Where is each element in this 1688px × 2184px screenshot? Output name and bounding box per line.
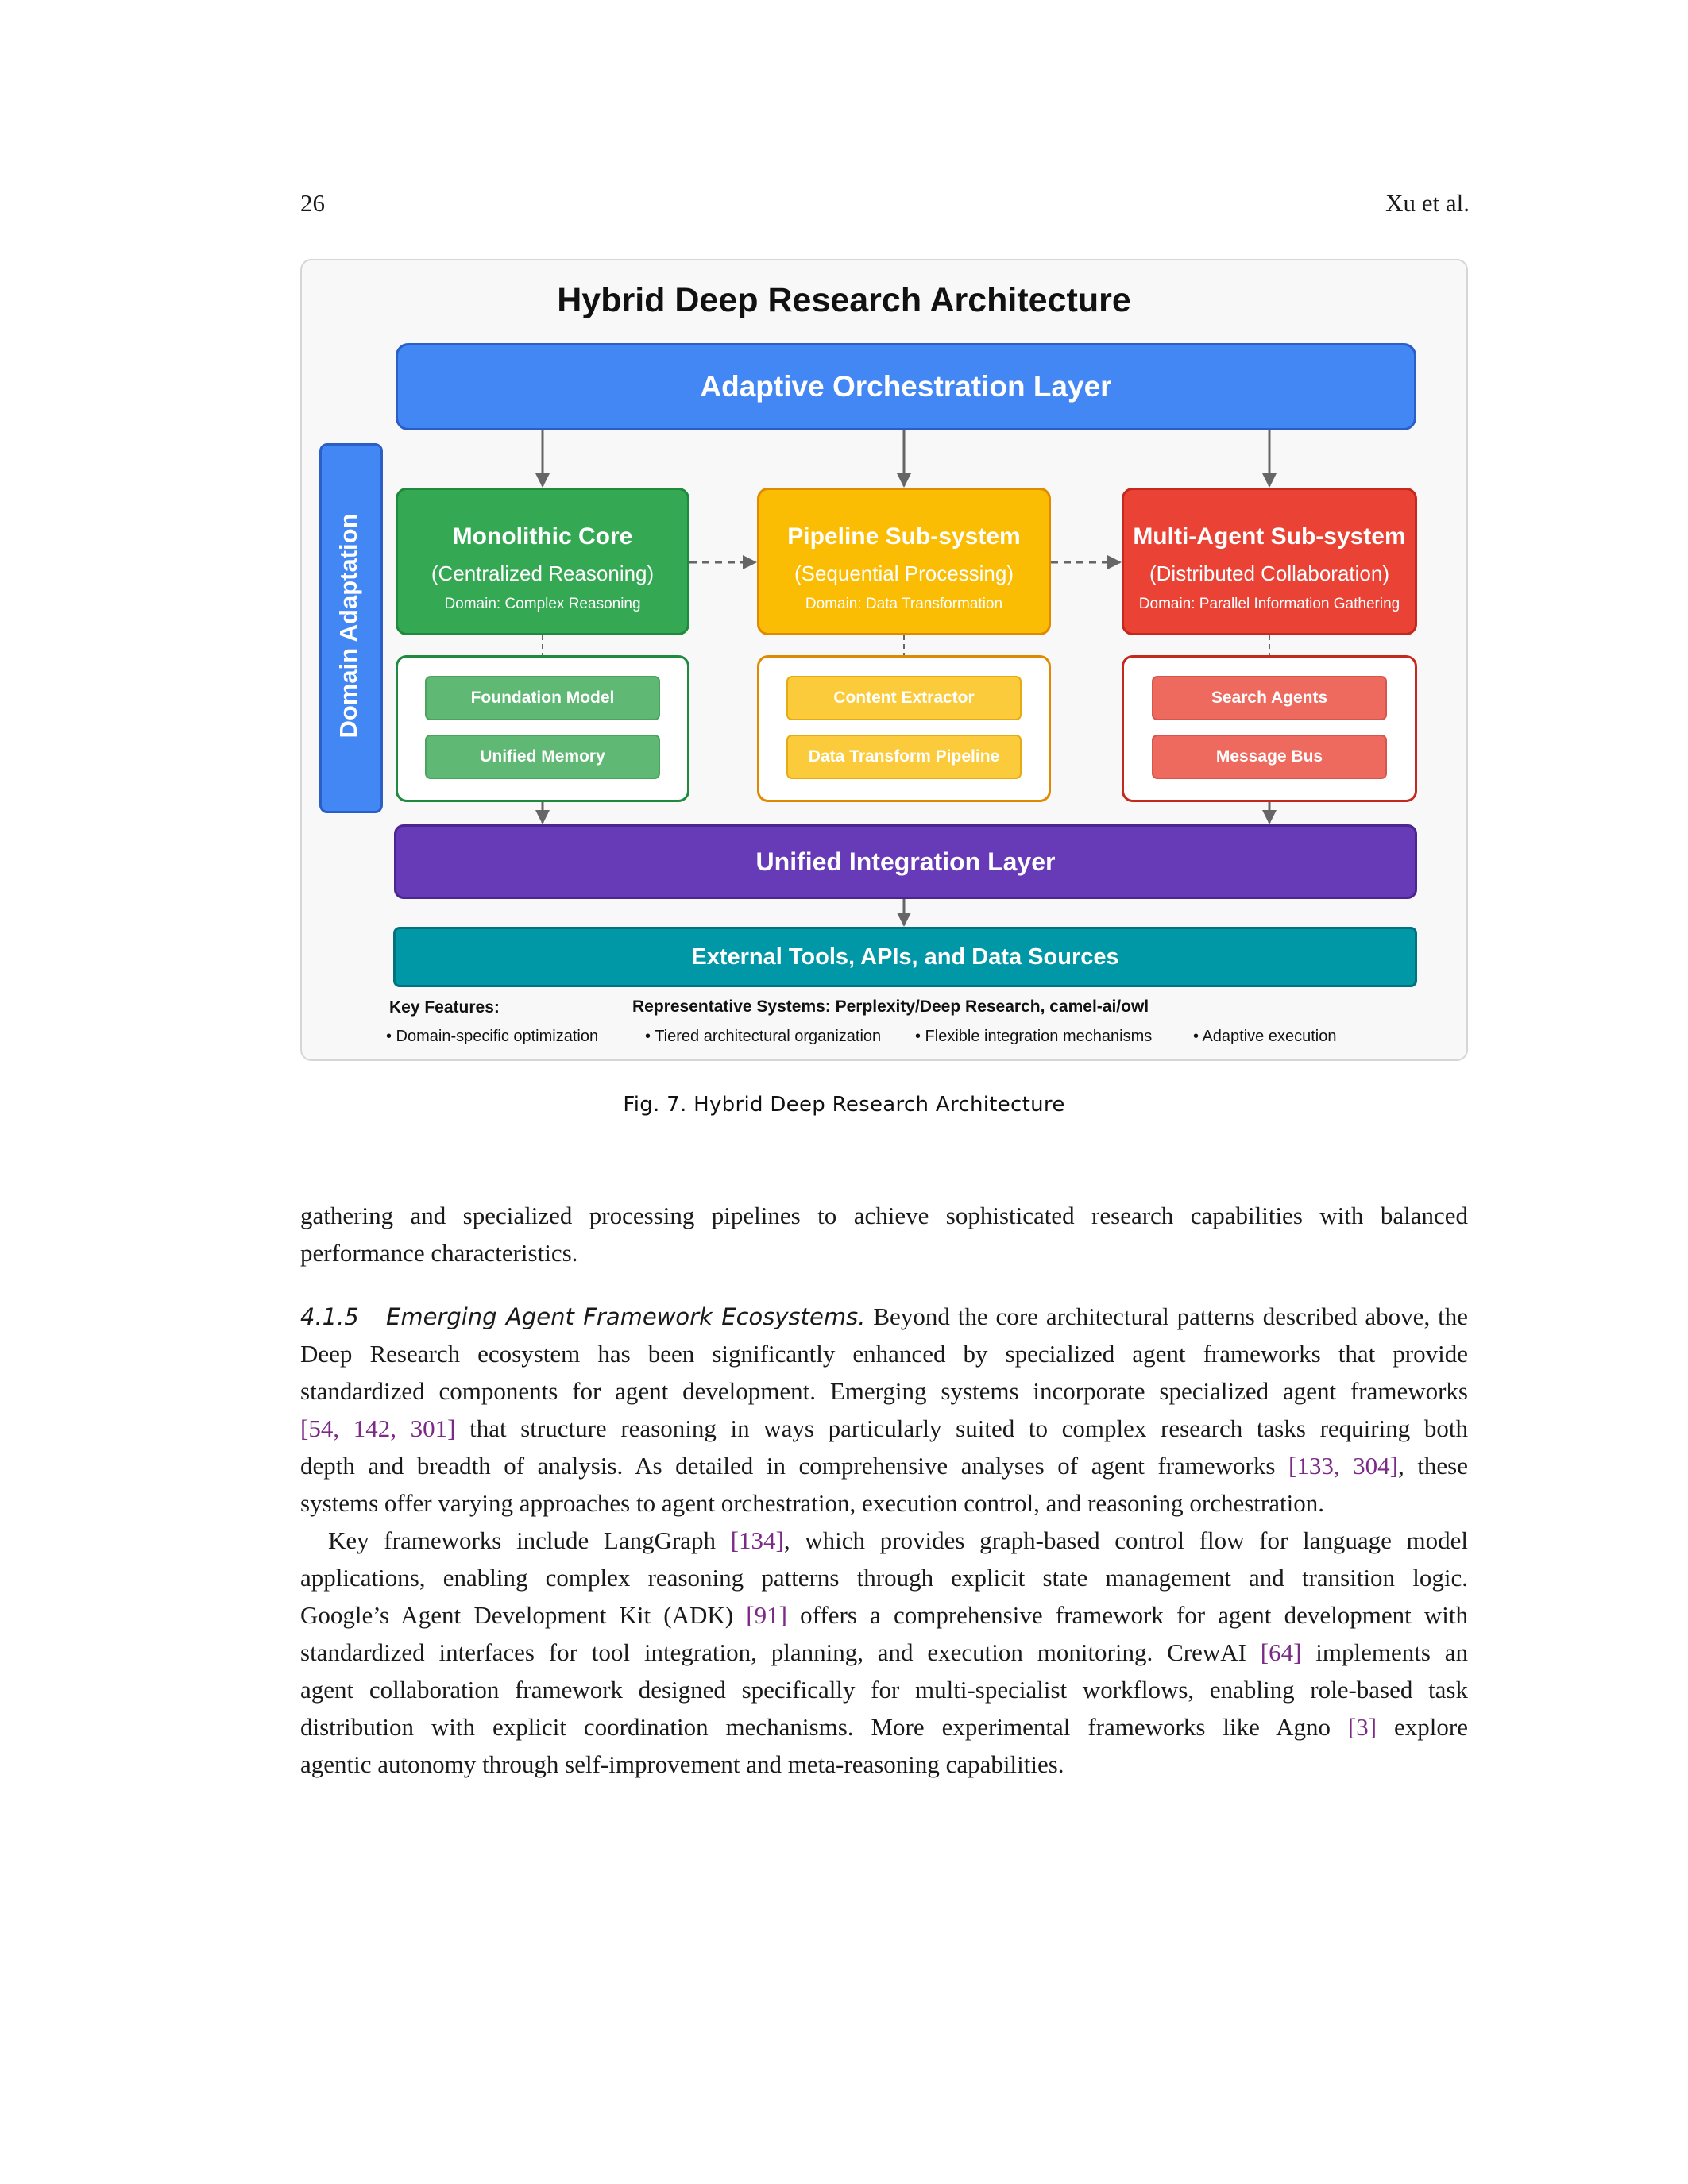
citation-link[interactable]: [134]	[730, 1526, 784, 1554]
text-line: [54, 142, 301] that structure reasoning in ways particularly suited to complex research tasks requiring both	[300, 1414, 1468, 1442]
figure-caption: Fig. 7. Hybrid Deep Research Architecture	[623, 1093, 1065, 1117]
subsystem-title: Pipeline Sub-system	[787, 523, 1021, 550]
running-authors: Xu et al.	[1385, 189, 1470, 217]
component-content-extractor: Content Extractor	[786, 676, 1022, 720]
citation-link[interactable]: [64]	[1260, 1638, 1302, 1666]
component-message-bus: Message Bus	[1152, 735, 1387, 779]
external-tools-layer: External Tools, APIs, and Data Sources	[393, 927, 1417, 987]
component-foundation-model: Foundation Model	[425, 676, 660, 720]
subsystem-multi-agent	[1122, 488, 1417, 635]
subsystem-monolithic-core	[396, 488, 689, 635]
subsystem-domain: Domain: Parallel Information Gathering	[1138, 596, 1400, 612]
feature-item: • Tiered architectural organization	[645, 1028, 882, 1045]
representative-systems: Representative Systems: Perplexity/Deep Research, camel-ai/owl	[632, 997, 1149, 1016]
integration-layer: Unified Integration Layer	[394, 824, 1417, 899]
component-data-transform-pipeline: Data Transform Pipeline	[786, 735, 1022, 779]
section-title: Emerging Agent Framework Ecosystems.	[386, 1303, 866, 1330]
paragraph-1	[300, 1197, 1468, 1271]
component-unified-memory: Unified Memory	[425, 735, 660, 779]
subsystem-domain: Domain: Data Transformation	[805, 596, 1003, 612]
feature-item: • Domain-specific optimization	[386, 1028, 599, 1045]
citation-link[interactable]: [91]	[746, 1601, 787, 1629]
text-line: applications, enabling complex reasoning patterns through explicit state management and transition logic.	[300, 1564, 1468, 1592]
page-number: 26	[300, 189, 325, 217]
key-features-label: Key Features:	[389, 998, 500, 1017]
citation-link[interactable]: [3]	[1347, 1713, 1377, 1741]
text-line: standardized components for agent development. Emerging systems incorporate specialized agent frameworks	[300, 1377, 1468, 1405]
text-line: Deep Research ecosystem has been significantly enhanced by specialized agent frameworks that provide	[300, 1340, 1468, 1368]
text-line: agentic autonomy through self-improvement and meta-reasoning capabilities.	[300, 1750, 1064, 1778]
text-line: systems offer varying approaches to agent orchestration, execution control, and reasoning orchestration.	[300, 1489, 1324, 1517]
subsystem-subtitle: (Distributed Collaboration)	[1149, 561, 1390, 585]
text-line: performance characteristics.	[300, 1239, 578, 1267]
subsystem-subtitle: (Sequential Processing)	[794, 561, 1014, 585]
citation-link[interactable]: [54, 142, 301]	[300, 1414, 456, 1442]
text-line: agent collaboration framework designed specifically for multi-specialist workflows, enabling role-based task	[300, 1676, 1468, 1704]
text-line: gathering and specialized processing pipelines to achieve sophisticated research capabilities with balanced	[300, 1202, 1468, 1229]
feature-item: • Flexible integration mechanisms	[915, 1028, 1153, 1045]
subsystem-domain: Domain: Complex Reasoning	[444, 596, 641, 612]
orchestration-layer: Adaptive Orchestration Layer	[396, 343, 1416, 430]
text-line: standardized interfaces for tool integration, planning, and execution monitoring. CrewAI [64] implements an	[300, 1638, 1468, 1666]
paragraph-3	[300, 1522, 1468, 1783]
citation-link[interactable]: [133, 304]	[1288, 1452, 1398, 1480]
section-4-1-5	[300, 1298, 1468, 1522]
figure-title: Hybrid Deep Research Architecture	[557, 281, 1131, 319]
text-line: 4.1.5 Emerging Agent Framework Ecosystems. Beyond the core architectural patterns described above, the	[300, 1302, 1468, 1330]
subsystem-subtitle: (Centralized Reasoning)	[431, 561, 655, 585]
text-line: distribution with explicit coordination mechanisms. More experimental frameworks like Agno [3] explore	[300, 1713, 1468, 1741]
subsystem-title: Monolithic Core	[452, 523, 633, 550]
text-line: depth and breadth of analysis. As detailed in comprehensive analyses of agent frameworks [133, 304], these	[300, 1452, 1468, 1480]
text-line: Key frameworks include LangGraph [134], which provides graph-based control flow for language model	[328, 1526, 1468, 1554]
domain-adaptation-label: Domain Adaptation	[334, 513, 362, 739]
text-line: Google’s Agent Development Kit (ADK) [91] offers a comprehensive framework for agent development with	[300, 1601, 1468, 1629]
subsystem-title: Multi-Agent Sub-system	[1133, 523, 1406, 550]
component-search-agents: Search Agents	[1152, 676, 1387, 720]
subsystem-pipeline	[757, 488, 1051, 635]
feature-item: • Adaptive execution	[1193, 1028, 1337, 1045]
section-number: 4.1.5	[300, 1303, 359, 1330]
